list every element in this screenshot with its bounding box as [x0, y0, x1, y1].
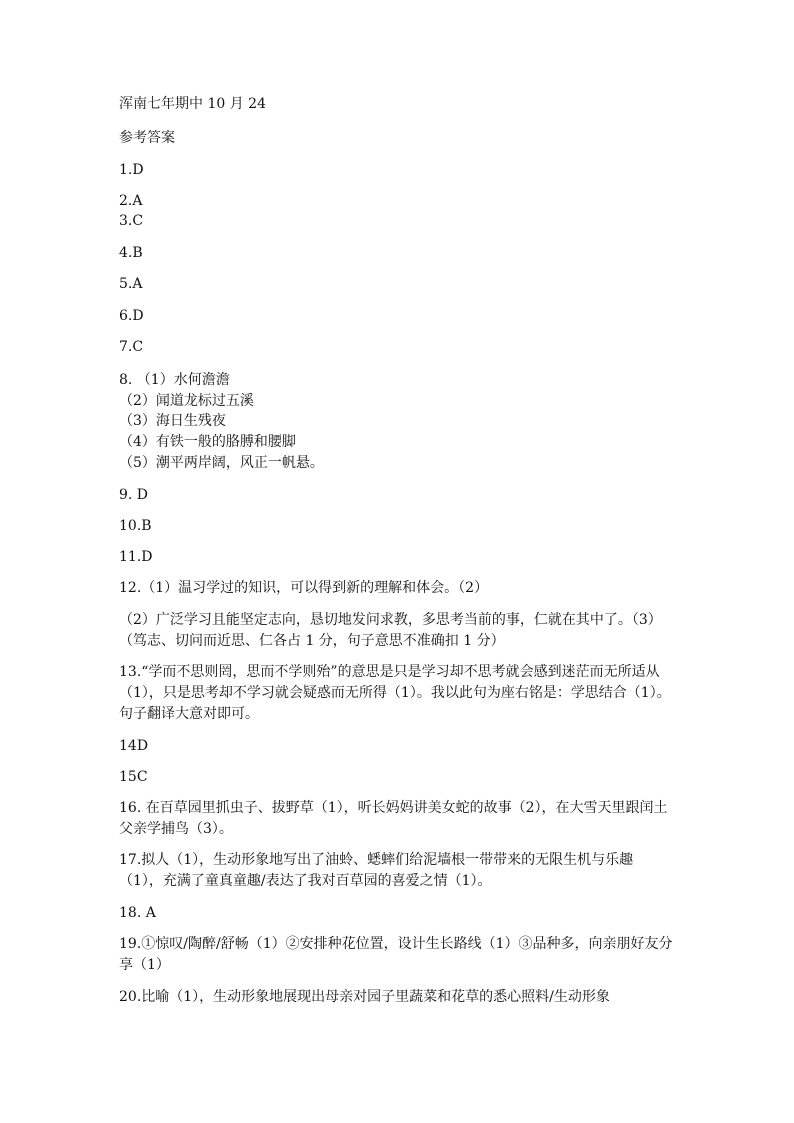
answer-5: 5.A — [119, 276, 143, 292]
answer-8-line-5: （5）潮平两岸阔，风正一帆悬。 — [119, 455, 324, 471]
answer-4: 4.B — [119, 245, 143, 261]
answer-12-part-2: （2）广泛学习且能坚定志向，恳切地发问求教，多思考当前的事，仁就在其中了。（3）（笃志、切问而近思、仁各占 1 分，句子意思不准确扣 1 分） — [119, 612, 662, 649]
answer-2: 2.A — [119, 193, 143, 209]
answer-15: 15C — [119, 769, 148, 785]
answer-3: 3.C — [119, 213, 144, 229]
answer-8-line-1: 8. （1）水何澹澹 — [119, 372, 230, 388]
answer-18: 18. A — [119, 905, 156, 921]
answer-6: 6.D — [119, 308, 144, 324]
answer-8-line-2: （2）闻道龙标过五溪 — [119, 393, 254, 409]
answer-13: 13.“学而不思则罔，思而不学则殆”的意思是只是学习却不思考就会感到迷茫而无所适从（1），只是思考却不学习就会疑惑而无所得（1）。我以此句为座右铭是：学思结合（1）。句子翻译大意对即可。 — [119, 664, 671, 722]
document-title: 浑南七年期中 10 月 24 — [119, 96, 266, 112]
answer-16: 16. 在百草园里抓虫子、拔野草（1），听长妈妈讲美女蛇的故事（2），在大雪天里跟闰土父亲学捕鸟（3）。 — [119, 800, 668, 837]
answer-14: 14D — [119, 738, 149, 754]
answer-8-line-3: （3）海日生残夜 — [119, 413, 226, 429]
answer-19: 19.①惊叹/陶醉/舒畅（1）②安排种花位置，设计生长路线（1）③品种多，向亲朋好友分享（1） — [119, 936, 673, 973]
answer-10: 10.B — [119, 518, 152, 534]
answer-9: 9. D — [119, 487, 149, 503]
answer-17: 17.拟人（1），生动形象地写出了油蛉、蟋蟀们给泥墙根一带带来的无限生机与乐趣（1），充满了童真童趣/表达了我对百草园的喜爱之情（1）。 — [119, 852, 634, 889]
answer-8-line-4: （4）有铁一般的胳膊和腰脚 — [119, 434, 296, 450]
document-subtitle: 参考答案 — [119, 130, 175, 146]
answer-20: 20.比喻（1），生动形象地展现出母亲对园子里蔬菜和花草的悉心照料/生动形象 — [119, 989, 610, 1005]
answer-12-part-1: 12.（1）温习学过的知识，可以得到新的理解和体会。（2） — [119, 580, 489, 596]
answer-1: 1.D — [119, 162, 144, 178]
answer-11: 11.D — [119, 549, 153, 565]
answer-7: 7.C — [119, 339, 144, 355]
